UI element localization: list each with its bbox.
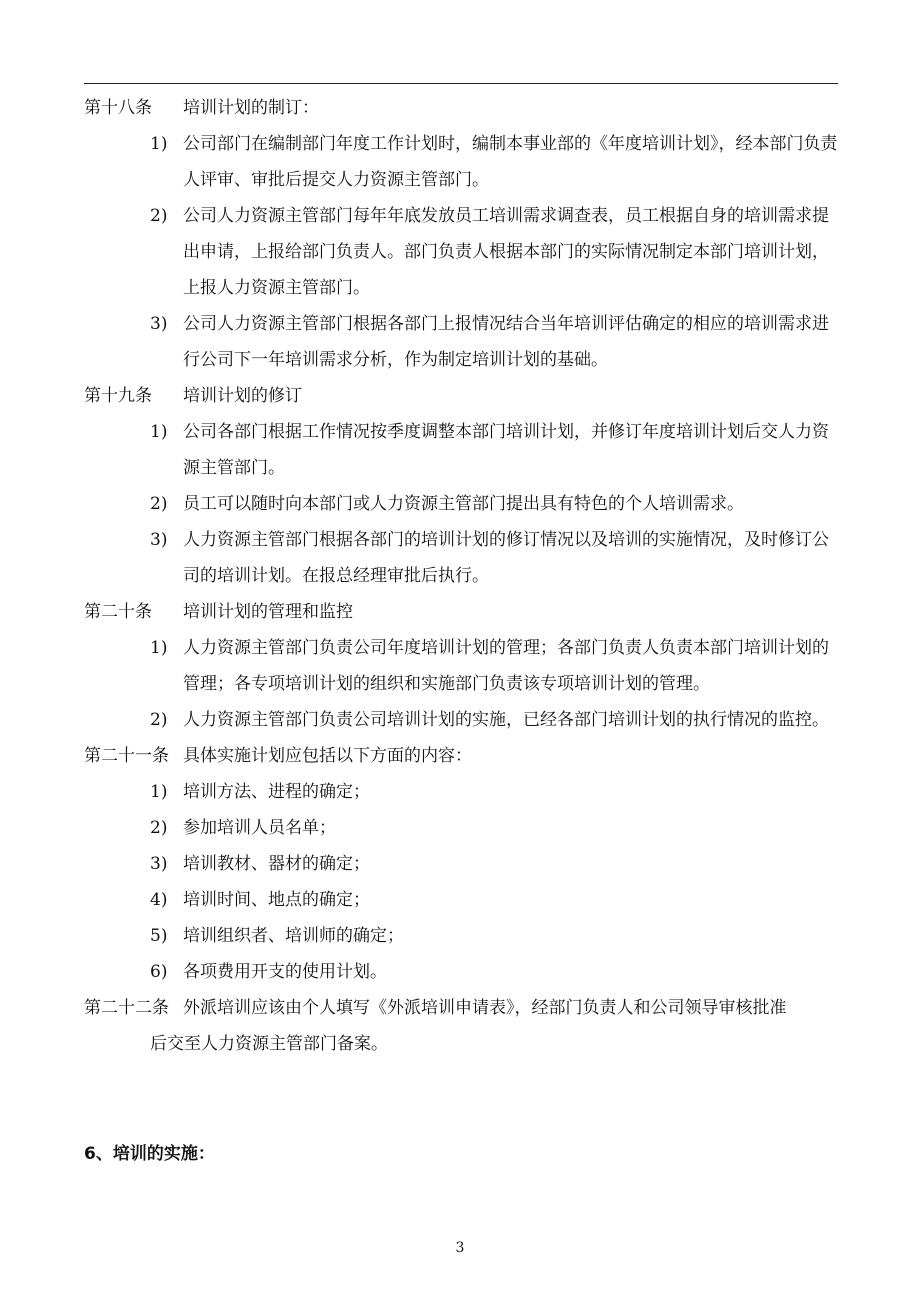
- list-item: [150, 774, 842, 810]
- list-item: [150, 126, 842, 198]
- article-19: [84, 378, 842, 414]
- article-text-line-2: 后交至人力资源主管部门备案。: [150, 1034, 388, 1054]
- item-text: 公司人力资源主管部门每年年底发放员工培训需求调查表，员工根据自身的培训需求提出申请，上报给部门负责人。部门负责人根据本部门的实际情况制定本部门培训计划，上报人力资源主管部门。: [183, 206, 829, 298]
- article-title: 培训计划的制订：: [183, 98, 319, 118]
- article-number: 第二十二条: [84, 998, 169, 1018]
- article-21: [84, 738, 842, 774]
- item-text: 公司各部门根据工作情况按季度调整本部门培训计划，并修订年度培训计划后交人力资源主管部门。: [183, 422, 829, 478]
- item-text: 参加培训人员名单；: [183, 818, 336, 838]
- item-text: 人力资源主管部门负责公司年度培训计划的管理；各部门负责人负责本部门培训计划的管理；各专项培训计划的组织和实施部门负责该专项培训计划的管理。: [183, 638, 829, 694]
- item-number: 3): [150, 314, 168, 334]
- header-rule: [84, 83, 838, 84]
- article-number: 第十九条: [84, 386, 152, 406]
- item-text: 培训组织者、培训师的确定；: [183, 926, 404, 946]
- article-text-line-1: 外派培训应该由个人填写《外派培训申请表》，经部门负责人和公司领导审核批准: [183, 998, 787, 1018]
- article-number: 第二十一条: [84, 746, 169, 766]
- item-number: 2): [150, 818, 168, 838]
- page-number: 3: [455, 1240, 465, 1256]
- item-number: 1): [150, 638, 168, 658]
- item-number: 5): [150, 926, 168, 946]
- item-text: 人力资源主管部门负责公司培训计划的实施，已经各部门培训计划的执行情况的监控。: [183, 710, 829, 730]
- item-number: 6): [150, 962, 168, 982]
- item-number: 1): [150, 422, 168, 442]
- item-number: 4): [150, 890, 168, 910]
- item-text: 各项费用开支的使用计划。: [183, 962, 387, 982]
- list-item: [150, 918, 842, 954]
- article-title: 培训计划的修订: [183, 386, 302, 406]
- item-number: 2): [150, 710, 168, 730]
- list-item: [150, 954, 842, 990]
- list-item: [150, 306, 842, 378]
- item-text: 人力资源主管部门根据各部门的培训计划的修订情况以及培训的实施情况，及时修订公司的培训计划。在报总经理审批后执行。: [183, 530, 829, 586]
- article-number: 第十八条: [84, 98, 152, 118]
- section-title: 6、培训的实施：: [84, 1144, 215, 1164]
- article-18: [84, 90, 842, 126]
- item-text: 员工可以随时向本部门或人力资源主管部门提出具有特色的个人培训需求。: [183, 494, 744, 514]
- list-item: [150, 414, 842, 486]
- item-number: 2): [150, 206, 168, 226]
- item-text: 培训方法、进程的确定；: [183, 782, 370, 802]
- item-number: 3): [150, 530, 168, 550]
- list-item: [150, 882, 842, 918]
- list-item: [150, 522, 842, 594]
- list-item: [150, 630, 842, 702]
- item-number: 1): [150, 782, 168, 802]
- item-text: 培训教材、器材的确定；: [183, 854, 370, 874]
- list-item: [150, 486, 842, 522]
- article-title: 培训计划的管理和监控: [183, 602, 353, 622]
- item-number: 1): [150, 134, 168, 154]
- item-number: 2): [150, 494, 168, 514]
- item-text: 公司人力资源主管部门根据各部门上报情况结合当年培训评估确定的相应的培训需求进行公司下一年培训需求分析，作为制定培训计划的基础。: [183, 314, 829, 370]
- list-item: [150, 846, 842, 882]
- item-number: 3): [150, 854, 168, 874]
- list-item: [150, 810, 842, 846]
- article-20: [84, 594, 842, 630]
- item-text: 培训时间、地点的确定；: [183, 890, 370, 910]
- article-number: 第二十条: [84, 602, 152, 622]
- item-text: 公司部门在编制部门年度工作计划时，编制本事业部的《年度培训计划》，经本部门负责人评审、审批后提交人力资源主管部门。: [183, 134, 838, 190]
- list-item: [150, 198, 842, 306]
- document-body: [84, 90, 842, 1062]
- list-item: [150, 702, 842, 738]
- article-22: [84, 990, 842, 1026]
- article-title: 具体实施计划应包括以下方面的内容：: [183, 746, 472, 766]
